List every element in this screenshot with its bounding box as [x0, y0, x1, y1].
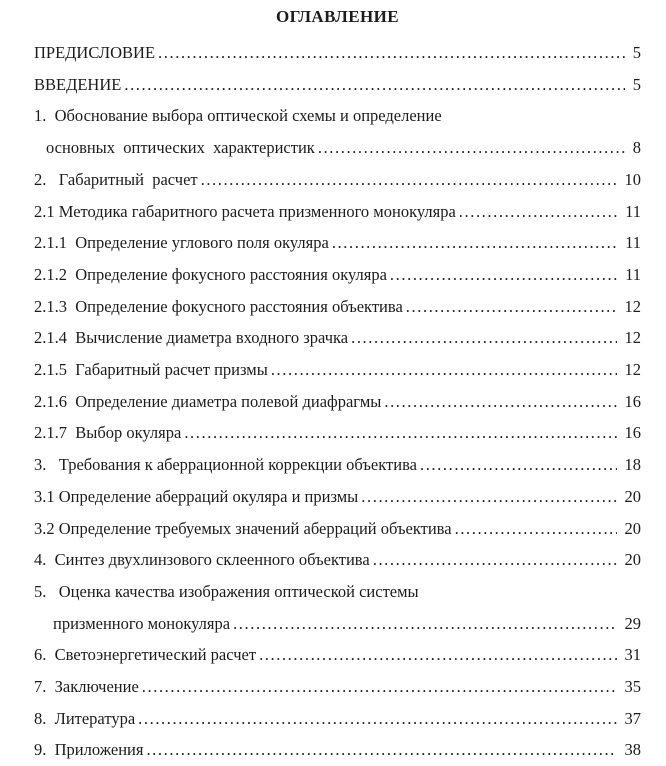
- toc-entry: [34, 576, 641, 608]
- dot-leader: [373, 544, 617, 576]
- dot-leader: [233, 608, 616, 640]
- toc-entry-page-number: 20: [624, 518, 641, 538]
- toc-entry-page-number: 8: [632, 138, 641, 158]
- toc-entry-page-number: 20: [624, 486, 641, 506]
- toc-entry-label: призменного монокуляра: [53, 613, 231, 633]
- toc-entry-label: 2.1.7 Выбор окуляра: [34, 423, 182, 443]
- toc-entry: [34, 417, 641, 449]
- toc-entry-label: 2.1.5 Габаритный расчет призмы: [34, 360, 268, 380]
- toc-entry: [34, 196, 641, 228]
- toc-entry: [34, 703, 641, 735]
- toc-title: ОГЛАВЛЕНИЕ: [276, 7, 399, 26]
- toc-entry-page-number: 35: [624, 677, 641, 697]
- toc-entry: [34, 69, 641, 101]
- toc-entry-label: 2.1.1 Определение углового поля окуляра: [34, 233, 329, 253]
- dot-leader: [318, 132, 625, 164]
- toc-entry-label: 3.1 Определение аберраций окуляра и призмы: [34, 486, 359, 506]
- toc-entry-label: 7. Заключение: [34, 677, 139, 697]
- toc-entry-label: 8. Литература: [34, 708, 136, 728]
- toc-entry-label: 2.1.2 Определение фокусного расстояния окуляра: [34, 264, 387, 284]
- toc-entry-label: основных оптических характеристик: [46, 138, 315, 158]
- toc-entry-label: 2.1.4 Вычисление диаметра входного зрачка: [34, 328, 349, 348]
- dot-leader: [351, 322, 616, 354]
- toc-entry: [34, 164, 641, 196]
- toc-entry-page-number: 31: [624, 645, 641, 665]
- dot-leader: [390, 259, 617, 291]
- toc-entry: [34, 132, 641, 164]
- dot-leader: [420, 449, 617, 481]
- toc-entry: [34, 386, 641, 418]
- toc-entry: [34, 259, 641, 291]
- toc-entry: [34, 608, 641, 640]
- toc-entry-page-number: 37: [624, 708, 641, 728]
- toc-entry: [34, 671, 641, 703]
- toc-entry-label: 1. Обоснование выбора оптической схемы и определение: [34, 106, 442, 126]
- toc-entry: [34, 481, 641, 513]
- toc-entry-page-number: 12: [624, 328, 641, 348]
- toc-entry-page-number: 20: [624, 550, 641, 570]
- dot-leader: [142, 671, 617, 703]
- toc-entry: [34, 639, 641, 671]
- toc-list: [34, 37, 641, 766]
- dot-leader: [459, 196, 617, 228]
- toc-entry-label: 2.1 Методика габаритного расчета призменного монокуляра: [34, 201, 456, 221]
- dot-leader: [455, 513, 617, 545]
- toc-entry: [34, 37, 641, 69]
- toc-entry-page-number: 11: [625, 201, 641, 221]
- dot-leader: [146, 734, 616, 766]
- toc-entry-page-number: 11: [625, 233, 641, 253]
- toc-entry-page-number: 16: [624, 423, 641, 443]
- toc-entry: [34, 291, 641, 323]
- toc-entry-page-number: 11: [625, 264, 641, 284]
- toc-entry-page-number: 12: [624, 360, 641, 380]
- toc-entry-label: 3. Требования к аберрационной коррекции объектива: [34, 455, 417, 475]
- toc-entry: [34, 513, 641, 545]
- toc-entry-page-number: 16: [624, 391, 641, 411]
- toc-entry: [34, 227, 641, 259]
- toc-entry-label: ВВЕДЕНИЕ: [34, 74, 122, 94]
- toc-entry: [34, 322, 641, 354]
- dot-leader: [332, 227, 617, 259]
- toc-entry-label: 3.2 Определение требуемых значений аберраций объектива: [34, 518, 452, 538]
- toc-entry: [34, 100, 641, 132]
- dot-leader: [384, 386, 616, 418]
- toc-entry-page-number: 12: [624, 296, 641, 316]
- toc-entry-page-number: 29: [624, 613, 641, 633]
- toc-entry-page-number: 5: [632, 43, 641, 62]
- dot-leader: [138, 703, 616, 735]
- dot-leader: [406, 291, 617, 323]
- toc-entry: [34, 544, 641, 576]
- toc-entry-page-number: 10: [624, 169, 641, 189]
- toc-entry-label: 4. Синтез двухлинзового склеенного объектива: [34, 550, 370, 570]
- dot-leader: [201, 164, 617, 196]
- toc-entry-label: 2.1.3 Определение фокусного расстояния объектива: [34, 296, 403, 316]
- toc-entry-page-number: 18: [624, 455, 641, 475]
- toc-entry-label: 6. Светоэнергетический расчет: [34, 645, 257, 665]
- dot-leader: [361, 481, 616, 513]
- dot-leader: [184, 417, 616, 449]
- dot-leader: [158, 37, 625, 69]
- dot-leader: [259, 639, 616, 671]
- toc-entry: [34, 449, 641, 481]
- toc-entry-page-number: 5: [632, 74, 641, 94]
- dot-leader: [124, 69, 624, 101]
- toc-entry-label: ПРЕДИСЛОВИЕ: [34, 43, 156, 62]
- toc-entry-label: 2. Габаритный расчет: [34, 169, 198, 189]
- dot-leader: [271, 354, 617, 386]
- toc-entry: [34, 354, 641, 386]
- toc-entry: [34, 734, 641, 766]
- toc-entry-label: 2.1.6 Определение диаметра полевой диафрагмы: [34, 391, 382, 411]
- toc-entry-label: 9. Приложения: [34, 740, 144, 760]
- toc-entry-page-number: 38: [624, 740, 641, 760]
- toc-entry-label: 5. Оценка качества изображения оптической системы: [34, 581, 419, 601]
